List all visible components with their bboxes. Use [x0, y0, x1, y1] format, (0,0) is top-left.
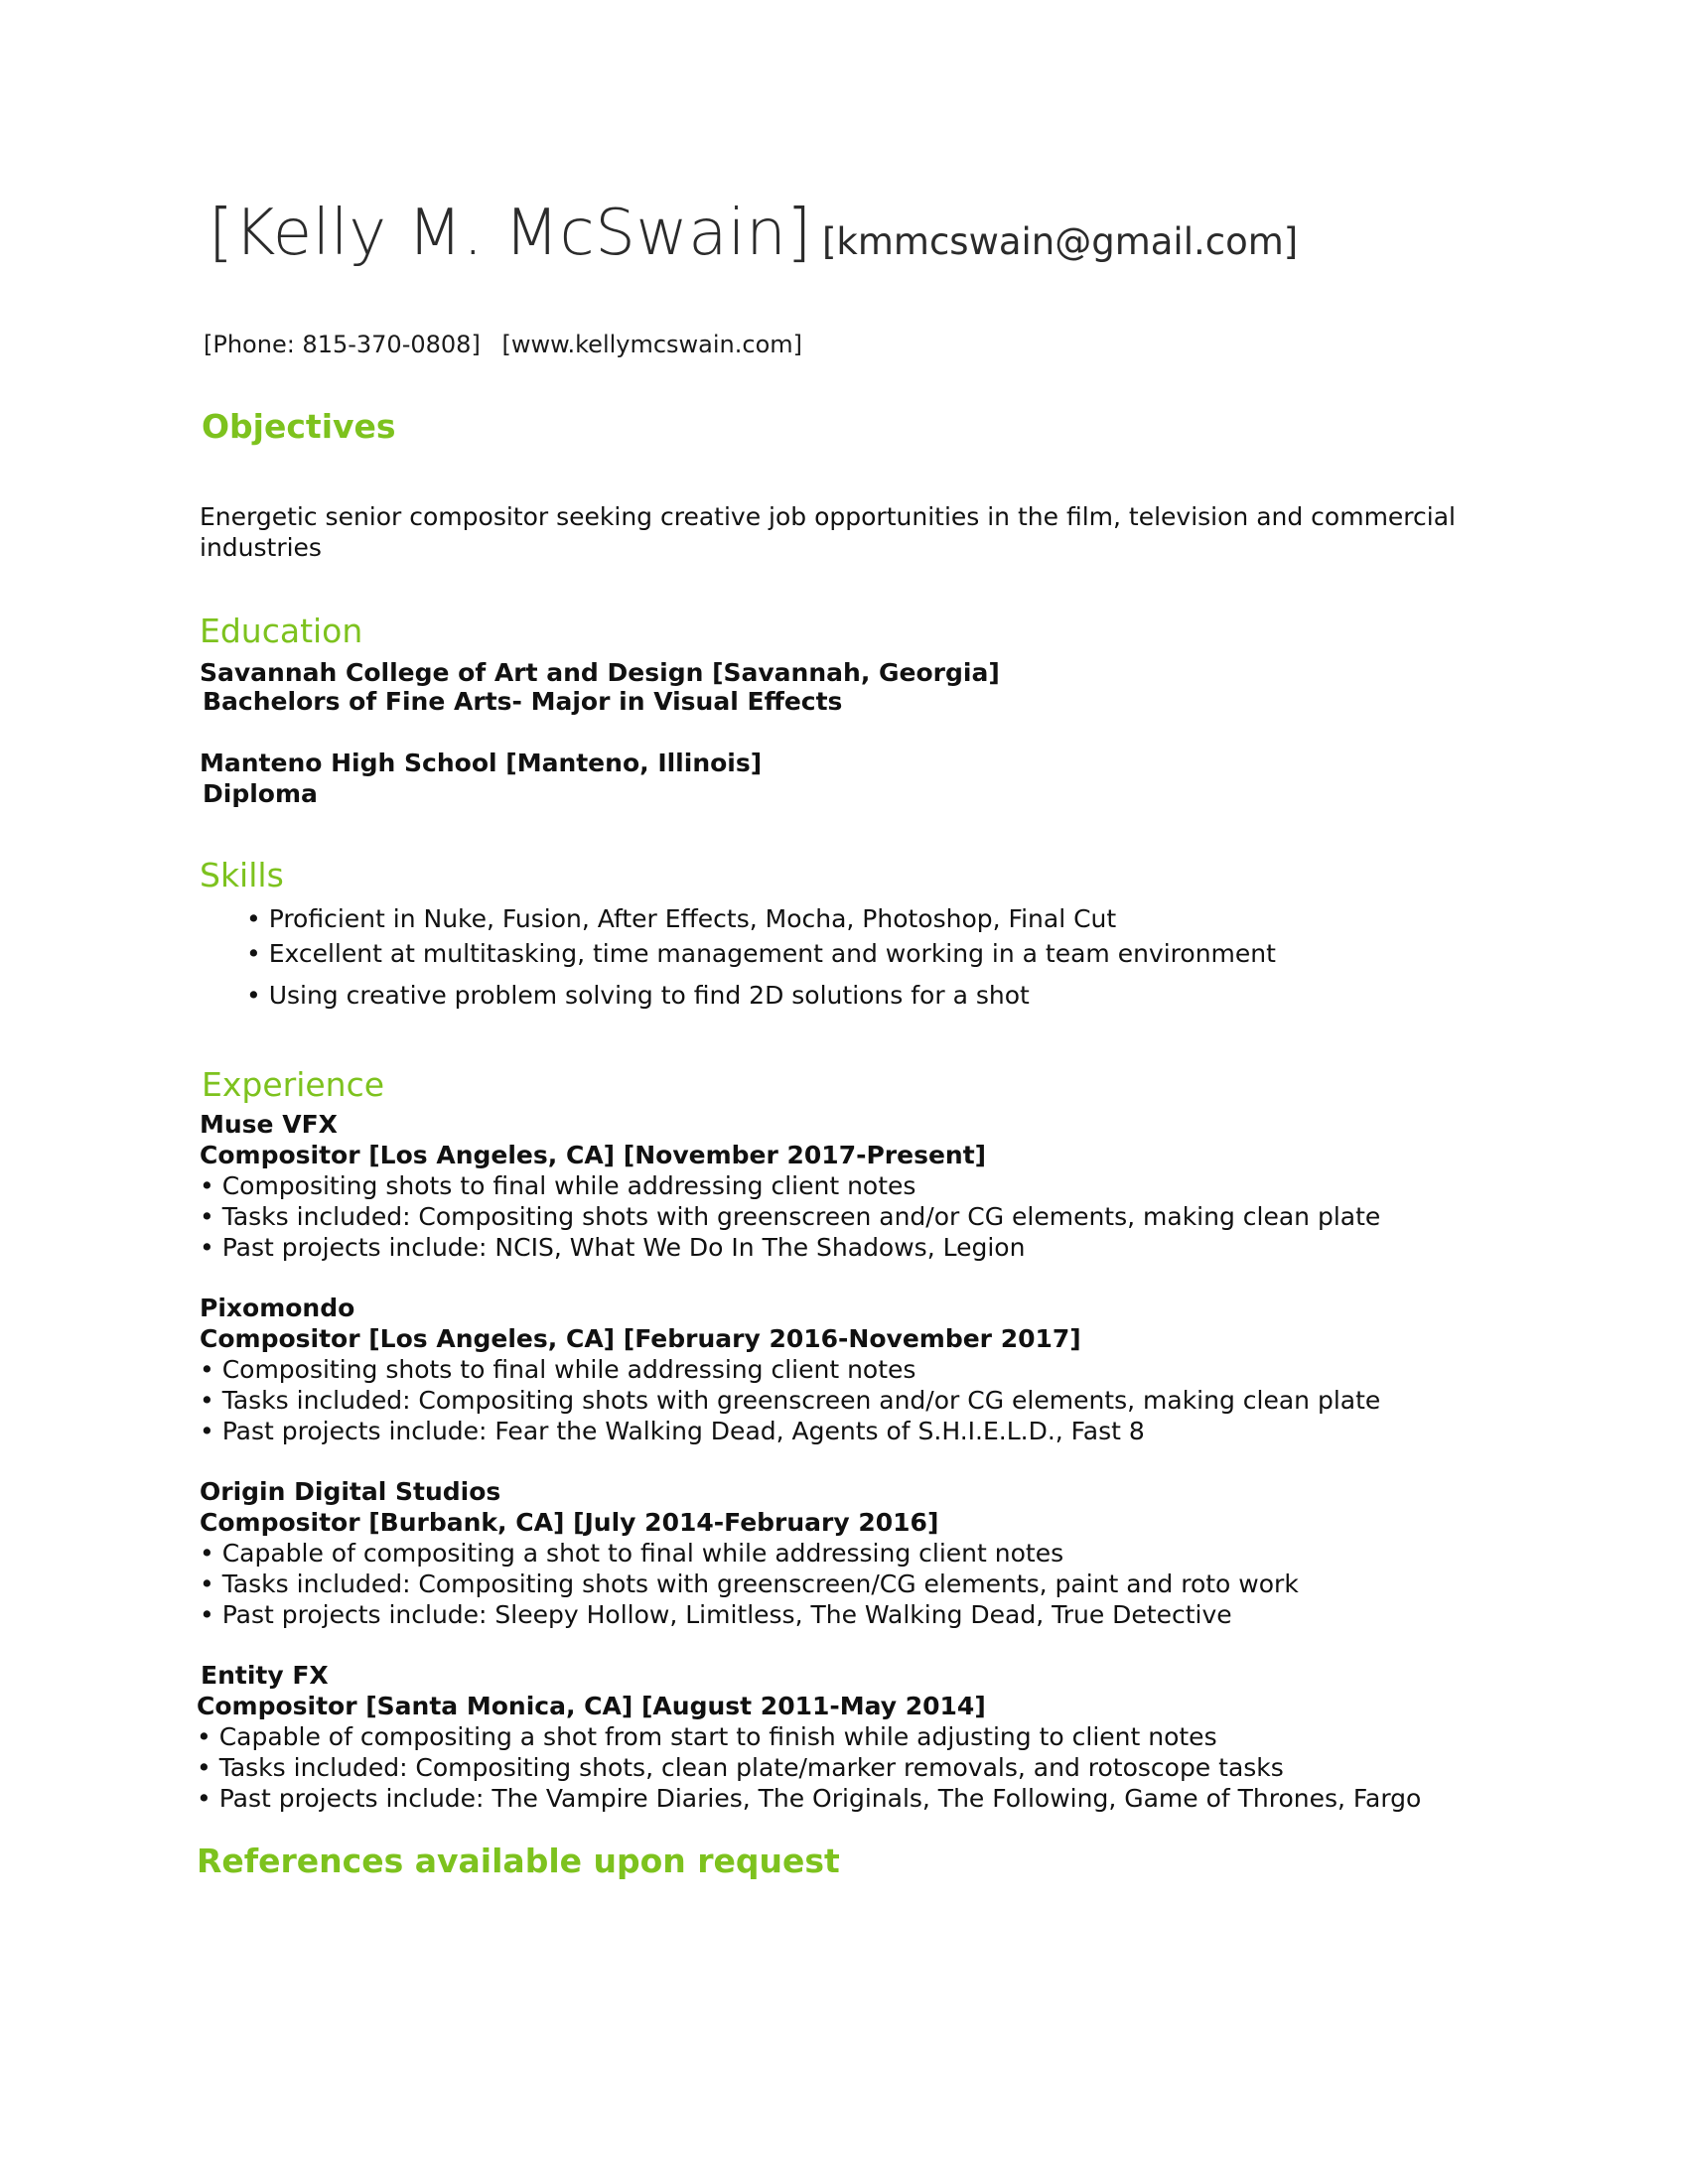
job-bullet: • Compositing shots to final while addressing client notes: [200, 1171, 916, 1200]
skills-item: • Using creative problem solving to find 2D solutions for a shot: [246, 981, 1030, 1010]
job-title: Compositor [Santa Monica, CA] [August 2011-May 2014]: [197, 1692, 986, 1720]
education-heading: Education: [200, 612, 363, 650]
skills-item: • Excellent at multitasking, time management and working in a team environment: [246, 939, 1276, 968]
candidate-name: [Kelly M. McSwain]: [209, 197, 812, 270]
contact-line: [204, 331, 802, 358]
references-note: References available upon request: [197, 1842, 840, 1880]
objectives-heading: Objectives: [202, 407, 396, 446]
job-bullet: • Tasks included: Compositing shots with greenscreen and/or CG elements, making clean plate: [200, 1386, 1381, 1415]
job-bullet: • Capable of compositing a shot from start to finish while adjusting to client notes: [197, 1722, 1217, 1751]
job-bullet: • Tasks included: Compositing shots with greenscreen and/or CG elements, making clean plate: [200, 1202, 1381, 1231]
objectives-line-2: industries: [200, 533, 322, 562]
education-school-1: Savannah College of Art and Design [Savannah, Georgia]: [200, 658, 1000, 687]
job-title: Compositor [Los Angeles, CA] [November 2017-Present]: [200, 1141, 987, 1169]
website: [www.kellymcswain.com]: [501, 331, 803, 358]
job-bullet: • Capable of compositing a shot to final while addressing client notes: [200, 1539, 1064, 1568]
job-title: Compositor [Burbank, CA] [July 2014-February 2016]: [200, 1508, 939, 1537]
job-bullet: • Past projects include: The Vampire Diaries, The Originals, The Following, Game of Thrones, Fargo: [197, 1784, 1422, 1813]
skills-item: • Proficient in Nuke, Fusion, After Effects, Mocha, Photoshop, Final Cut: [246, 904, 1117, 933]
job-bullet: • Past projects include: Fear the Walking Dead, Agents of S.H.I.E.L.D., Fast 8: [200, 1417, 1145, 1445]
job-bullet: • Compositing shots to final while addressing client notes: [200, 1355, 916, 1384]
experience-heading: Experience: [202, 1065, 385, 1104]
job-bullet: • Past projects include: NCIS, What We Do In The Shadows, Legion: [200, 1233, 1026, 1262]
job-company: Pixomondo: [200, 1294, 355, 1322]
education-degree-1: Bachelors of Fine Arts- Major in Visual Effects: [203, 687, 843, 716]
objectives-line-1: Energetic senior compositor seeking creative job opportunities in the film, television and commercial: [200, 502, 1456, 531]
phone-number: [Phone: 815-370-0808]: [204, 331, 481, 358]
education-school-2: Manteno High School [Manteno, Illinois]: [200, 749, 763, 777]
education-degree-2: Diploma: [203, 779, 318, 808]
job-company: Muse VFX: [200, 1110, 338, 1139]
job-bullet: • Past projects include: Sleepy Hollow, Limitless, The Walking Dead, True Detective: [200, 1600, 1232, 1629]
job-bullet: • Tasks included: Compositing shots with greenscreen/CG elements, paint and roto work: [200, 1570, 1299, 1598]
candidate-email: [kmmcswain@gmail.com]: [822, 220, 1299, 263]
job-title: Compositor [Los Angeles, CA] [February 2016-November 2017]: [200, 1324, 1081, 1353]
job-company: Origin Digital Studios: [200, 1477, 501, 1506]
job-bullet: • Tasks included: Compositing shots, clean plate/marker removals, and rotoscope tasks: [197, 1753, 1284, 1782]
skills-heading: Skills: [200, 856, 284, 894]
job-company: Entity FX: [201, 1661, 329, 1690]
